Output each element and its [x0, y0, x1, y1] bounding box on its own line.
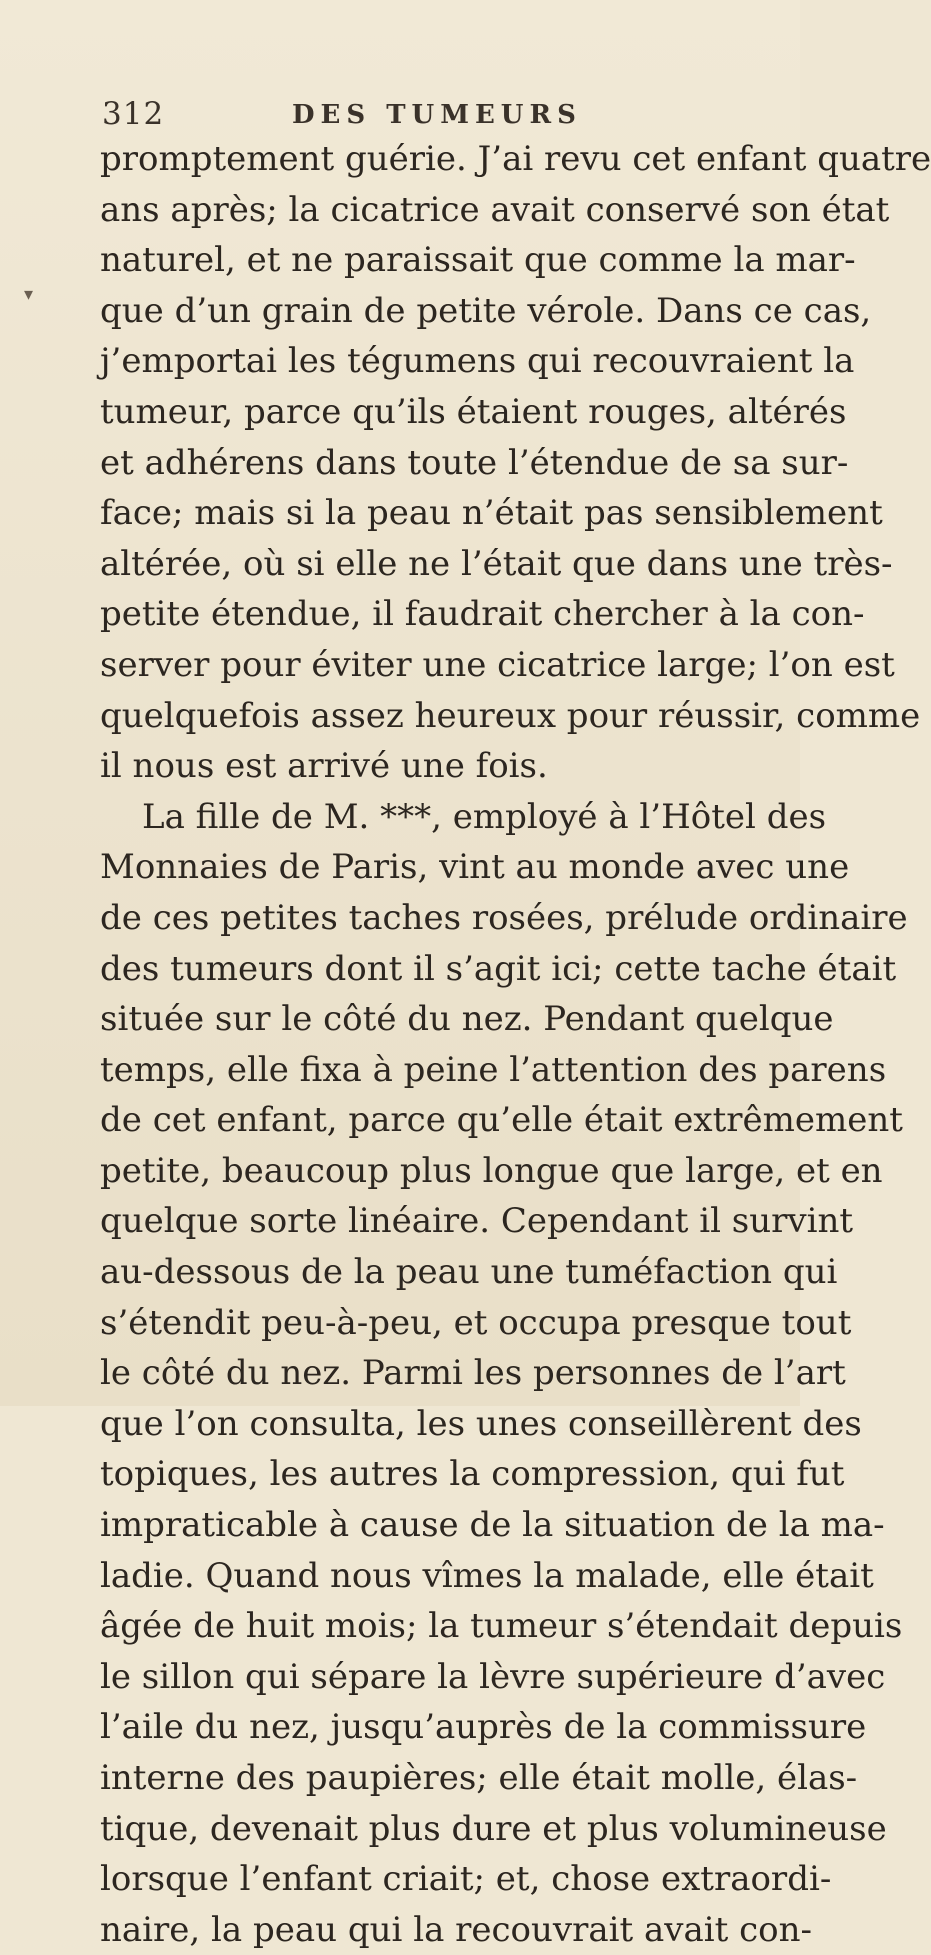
text-line: il nous est arrivé une fois.	[100, 746, 548, 787]
text-line: interne des paupières; elle était molle, élas-	[100, 1758, 858, 1798]
text-line: altérée, où si elle ne l’était que dans une très-	[100, 543, 893, 584]
text-line: impraticable à cause de la situation de la ma-	[100, 1505, 885, 1546]
text-line: promptement guérie. J’ai revu cet enfant quatre	[100, 139, 931, 179]
text-line: âgée de huit mois; la tumeur s’étendait depuis	[100, 1606, 903, 1647]
text-line: de cet enfant, parce qu’elle était extrêmement	[100, 1100, 903, 1141]
text-line: tumeur, parce qu’ils étaient rouges, altérés	[100, 391, 847, 432]
text-line: de ces petites taches rosées, prélude ordinaire	[100, 897, 908, 938]
text-line: quelquefois assez heureux pour réussir, comme	[100, 695, 921, 736]
margin-mark: ▾	[24, 284, 34, 305]
text-line: petite étendue, il faudrait chercher à la con-	[100, 594, 865, 635]
text-line: lorsque l’enfant criait; et, chose extraordi-	[100, 1859, 832, 1900]
text-line: des tumeurs dont il s’agit ici; cette tache était	[100, 948, 897, 989]
text-line: l’aile du nez, jusqu’auprès de la commissure	[100, 1707, 867, 1748]
text-line: petite, beaucoup plus longue que large, et en	[100, 1150, 883, 1191]
page-number: 312	[102, 96, 165, 132]
text-line: j’emportai les tégumens qui recouvraient la	[100, 341, 855, 382]
text-line: que d’un grain de petite vérole. Dans ce cas,	[100, 290, 872, 331]
text-line: quelque sorte linéaire. Cependant il survint	[100, 1201, 854, 1242]
text-line: server pour éviter une cicatrice large; l’on est	[100, 644, 895, 685]
text-line: le sillon qui sépare la lèvre supérieure d’avec	[100, 1656, 886, 1697]
paragraph-start-line: La fille de M. ***, employé à l’Hôtel des	[142, 796, 827, 837]
text-line: Monnaies de Paris, vint au monde avec une	[100, 847, 850, 888]
text-line: tique, devenait plus dure et plus volumineuse	[100, 1808, 887, 1849]
text-line: naire, la peau qui la recouvrait avait con-	[100, 1909, 812, 1950]
body-text	[100, 134, 931, 1955]
text-line: et adhérens dans toute l’étendue de sa sur-	[100, 442, 849, 483]
page-header	[94, 96, 654, 136]
text-line: face; mais si la peau n’était pas sensiblement	[100, 493, 883, 534]
text-line: le côté du nez. Parmi les personnes de l’art	[100, 1353, 846, 1394]
text-line: naturel, et ne paraissait que comme la mar-	[100, 240, 856, 281]
text-line: que l’on consulta, les unes conseillèrent des	[100, 1403, 862, 1444]
text-line: ladie. Quand nous vîmes la malade, elle était	[100, 1555, 874, 1596]
running-head: DES TUMEURS	[292, 100, 582, 130]
text-line: temps, elle fixa à peine l’attention des parens	[100, 1049, 887, 1090]
text-line: au-dessous de la peau une tuméfaction qui	[100, 1252, 838, 1293]
text-line: s’étendit peu-à-peu, et occupa presque tout	[100, 1302, 852, 1343]
text-line: située sur le côté du nez. Pendant quelque	[100, 999, 834, 1040]
text-line: topiques, les autres la compression, qui fut	[100, 1454, 845, 1495]
text-line: ans après; la cicatrice avait conservé son état	[100, 189, 890, 230]
